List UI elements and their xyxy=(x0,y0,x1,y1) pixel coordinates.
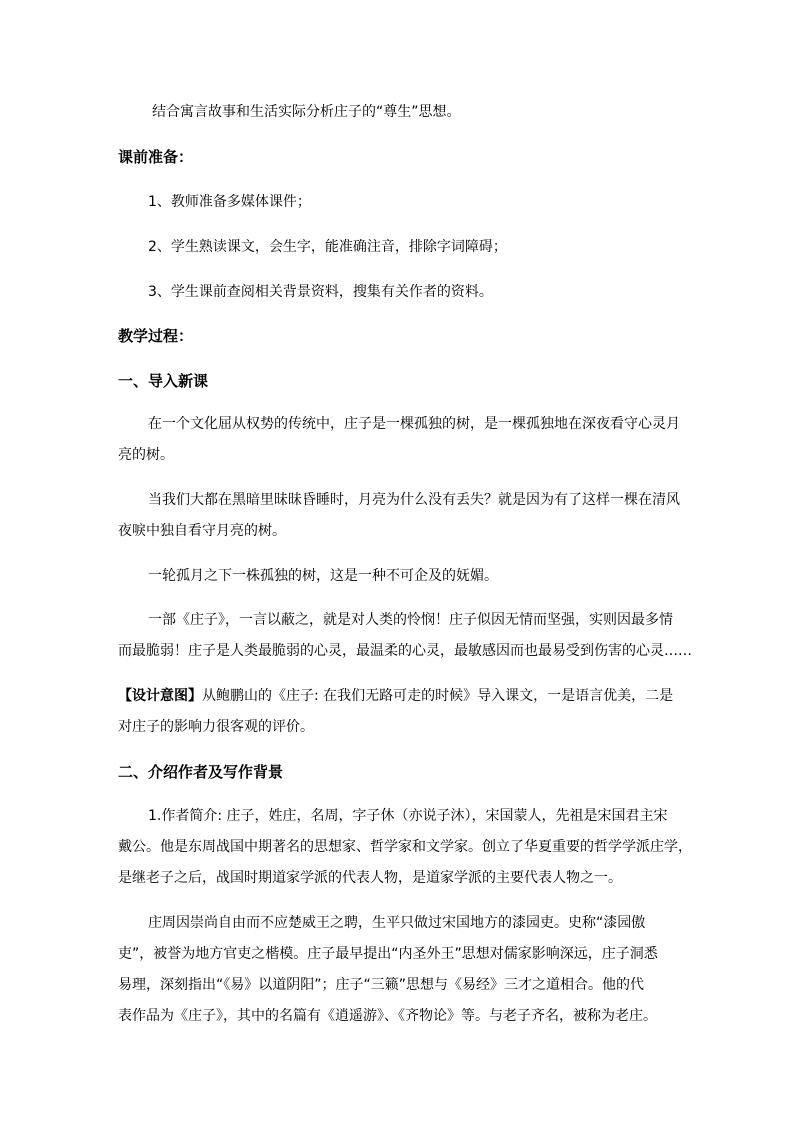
process-heading: 教学过程： xyxy=(118,327,194,345)
design-intent-line1 xyxy=(118,687,673,705)
prep-heading: 课前准备： xyxy=(118,148,194,166)
part2-p2-line3: 易理，深刻指出“《易》以道阴阳”；庄子“三籁”思想与《易经》三才之道相合。他的代 xyxy=(118,977,645,993)
part1-p3-line1: 一轮孤月之下一株孤独的树，这是一种不可企及的妩媚。 xyxy=(148,568,498,584)
part2-heading: 二、介绍作者及写作背景 xyxy=(118,763,284,781)
part1-p1-line2: 亮的树。 xyxy=(118,447,174,463)
part2-p2-line2: 吏”，被誉为地方官吏之楷模。庄子最早提出“内圣外王”思想对儒家影响深远，庄子洞悉 xyxy=(118,946,658,962)
design-intent-line2: 对庄子的影响力很客观的评价。 xyxy=(118,719,314,735)
design-intent-tag: 【设计意图】 xyxy=(118,688,202,704)
part2-p1-line1: 1.作者简介: 庄子，姓庄，名周，字子休（亦说子沐），宋国蒙人，先祖是宋国君主宋 xyxy=(148,808,668,824)
prep-item-3: 3、学生课前查阅相关背景资料，搜集有关作者的资料。 xyxy=(148,284,493,300)
part2-p1-line2: 戴公。他是东周战国中期著名的思想家、哲学家和文学家。创立了华夏重要的哲学学派庄学， xyxy=(118,839,692,855)
part1-p2-line2: 夜唳中独自看守月亮的树。 xyxy=(118,523,286,539)
part1-p1-line1: 在一个文化屈从权势的传统中，庄子是一棵孤独的树，是一棵孤独地在深夜看守心灵月 xyxy=(148,416,680,432)
part2-p2-line1: 庄周因崇尚自由而不应楚威王之聘，生平只做过宋国地方的漆园吏。史称“漆园傲 xyxy=(148,915,646,931)
part1-p2-line1: 当我们大都在黑暗里昧昧昏睡时，月亮为什么没有丢失？就是因为有了这样一棵在清风 xyxy=(148,492,680,508)
part1-p4-line1: 一部《庄子》，一言以蔽之，就是对人类的怜悯！庄子似因无情而坚强，实则因最多情 xyxy=(148,612,673,628)
prep-item-1: 1、教师准备多媒体课件； xyxy=(148,194,311,210)
part1-p4-line2: 而最脆弱！庄子是人类最脆弱的心灵，最温柔的心灵，最敏感因而也最易受到伤害的心灵…… xyxy=(118,643,692,659)
part1-heading: 一、导入新课 xyxy=(118,372,209,390)
prep-item-2: 2、学生熟读课文，会生字，能准确注音，排除字词障碍； xyxy=(148,239,507,255)
part2-p1-line3: 是继老子之后，战国时期道家学派的代表人物，是道家学派的主要代表人物之一。 xyxy=(118,870,622,886)
part2-p2-line4: 表作品为《庄子》，其中的名篇有《逍遥游》、《齐物论》等。与老子齐名，被称为老庄。 xyxy=(118,1008,657,1024)
objective-line: 结合寓言故事和生活实际分析庄子的“尊生”思想。 xyxy=(152,104,461,120)
design-intent-text: 从鲍鹏山的《庄子: 在我们无路可走的时候》导入课文，一是语言优美，二是 xyxy=(202,688,674,704)
